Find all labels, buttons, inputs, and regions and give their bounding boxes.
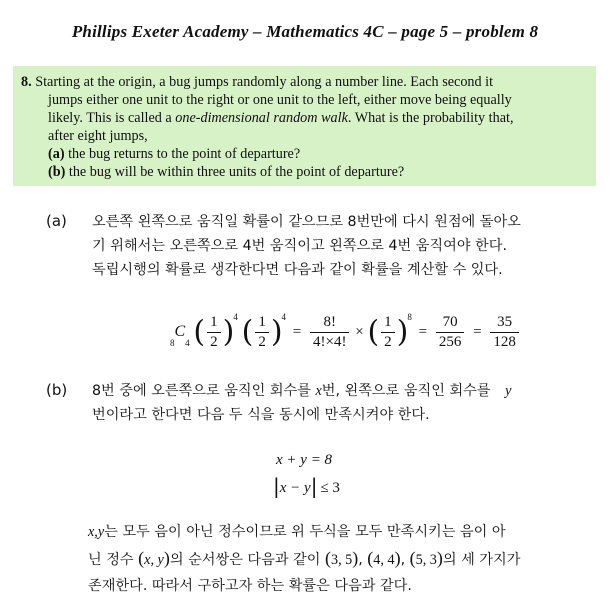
pair-xy: x, y [144,552,164,568]
fraction-half-1: $\frac{1}{2}$ [207,314,221,351]
conclusion-paragraph [88,519,603,599]
part-a-label: (a) [48,146,65,162]
problem-statement [13,66,596,186]
problem-text-3b: . What is the probability that, [347,110,514,126]
answer-b-label: (b) [46,381,68,399]
equation-abs [273,474,340,498]
pair-2: 4, 4 [373,552,395,568]
vars-xy: x,y [88,524,105,540]
problem-part-a [21,145,586,163]
fraction-70-256: $\frac{70}{256}$ [436,314,465,351]
paren-close-3: ) [396,314,409,350]
answer-b-text-1b: 번, 왼쪽으로 움직인 회수를 [321,383,491,399]
pair-3: 5, 3 [415,552,437,568]
conclusion-line-3: 존재한다. 따라서 구하고자 하는 확률은 다음과 같다. [88,578,412,594]
pair-1: 3, 5 [330,552,353,568]
answer-a-line-3: 독립시행의 확률로 생각한다면 다음과 같이 확률을 계산할 수 있다. [92,262,503,278]
comb-symbol: C [174,323,186,340]
part-b-text: the bug will be within three units of the point of departure? [68,164,405,180]
problem-line-2: jumps either one unit to the right or one unit to the left, either move being equally [48,92,512,108]
page-title: Phillips Exeter Academy – Mathematics 4C – page 5 – problem 8 [71,22,539,41]
conclusion-text-1: 는 모두 음이 아닌 정수이므로 위 두식을 모두 만족시키는 음이 아 [104,524,506,540]
conclusion-text-2b: 의 순서쌍은 다음과 같이 [169,552,321,568]
paren-open-1: ( [193,314,206,350]
conclusion-text-2c: 의 세 가지가 [442,552,521,568]
answer-a-text [92,210,597,282]
problem-line-3 [21,109,586,127]
answer-a-line-1: 오른쪽 왼쪽으로 움직일 확률이 같으므로 8번만에 다시 원점에 돌아오 [92,214,521,230]
power-2: 4 [281,312,287,322]
equals-3: = [473,324,482,341]
answer-b-line-1 [92,379,597,403]
comb-right-sub: 4 [185,338,190,348]
problem-number: 8. [21,74,32,90]
fraction-factorial: $\frac{8!}{4!\times 4!}$ [310,314,349,351]
paren-open-3: ( [367,314,380,350]
problem-text-1: Starting at the origin, a bug jumps randomly along a number line. Each second it [35,74,494,90]
abs-rhs: ≤ 3 [320,480,340,496]
abs-content: x − y [279,480,311,496]
answer-b-text [92,379,597,427]
problem-text-3a: likely. This is called a [48,110,176,126]
part-b-label: (b) [48,164,66,180]
paren-close-2: ) [270,314,283,350]
comb-left-sub: 8 [170,338,175,348]
fraction-35-128: $\frac{35}{128}$ [490,314,519,351]
equals-1: = [292,324,302,341]
problem-emphasis: one-dimensional random walk [175,110,348,126]
paren-open-2: ( [241,314,254,350]
conclusion-line-1 [88,519,603,545]
conclusion-line-2: 닌 정수 (x, y)의 순서쌍은 다음과 같이 (3, 5), (4, 4), (5, 3)의 세 가지가 [88,548,521,568]
answer-a-label: (a) [46,212,67,230]
fraction-half-2: $\frac{1}{2}$ [255,314,269,351]
equals-2: = [418,324,428,341]
times-sign: × [355,324,364,341]
answer-a-line-2: 기 위해서는 오른쪽으로 4번 움직이고 왼쪽으로 4번 움직여야 한다. [92,238,507,254]
part-a-text: the bug returns to the point of departure? [68,146,301,162]
equation-sum: x + y = 8 [276,452,333,468]
problem-line-4: after eight jumps, [48,128,148,144]
answer-b-line-2: 번이라고 한다면 다음 두 식을 동시에 만족시켜야 한다. [92,407,430,423]
problem-line-1 [21,73,586,91]
fraction-half-3: $\frac{1}{2}$ [381,314,395,351]
var-y: y [505,383,512,399]
power-3: 8 [407,312,412,322]
power-1: 4 [233,312,238,322]
conclusion-text-2a: 닌 정수 [88,552,134,568]
problem-part-b [21,163,586,181]
probability-formula [170,312,521,351]
answer-b-text-1a: 8번 중에 오른쪽으로 움직인 회수를 [92,383,311,399]
paren-close-1: ) [222,314,235,350]
abs-bar-right: | [310,474,318,498]
abs-bar-left: | [273,474,280,498]
var-x: x [315,383,322,399]
